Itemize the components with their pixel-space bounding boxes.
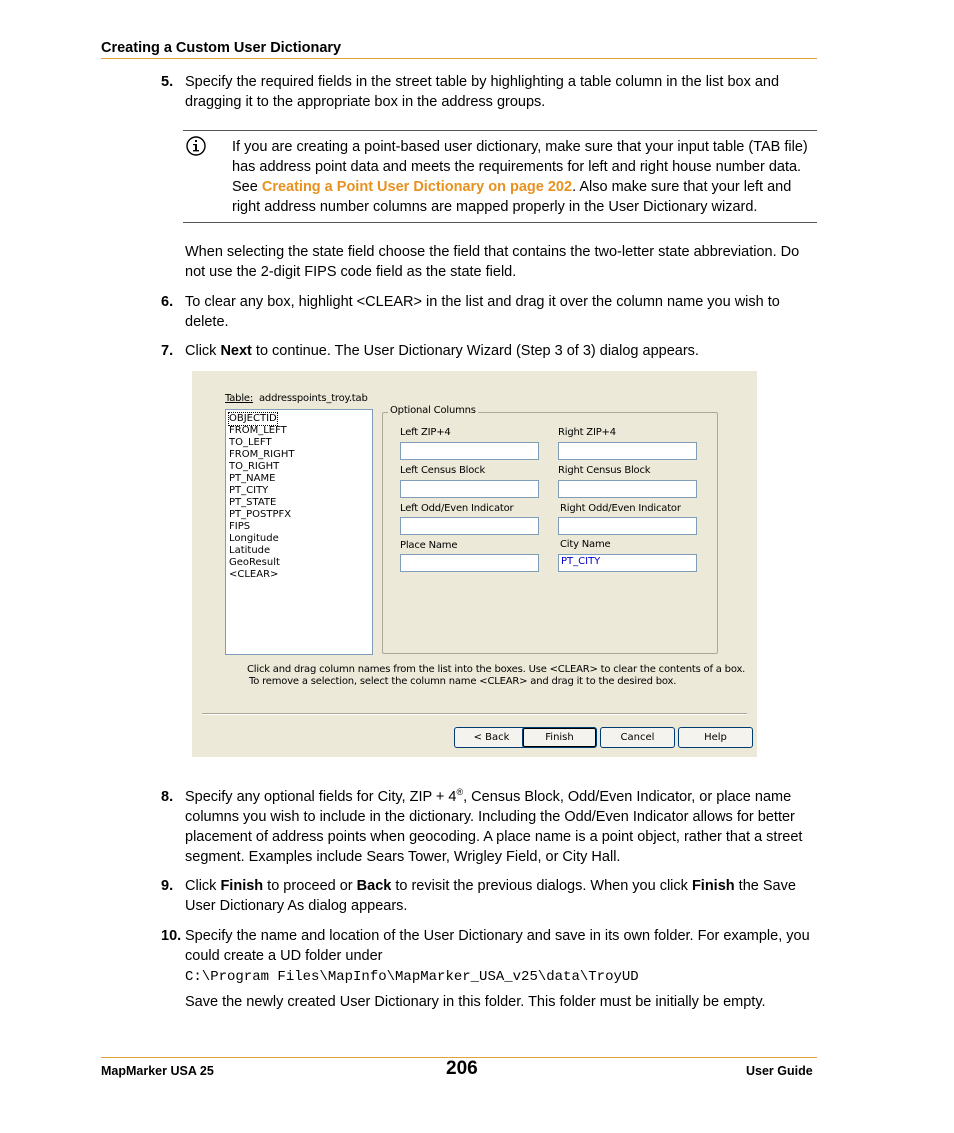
note-text-post: . Also make sure that your left and right address number columns are mapped properly in the User Dictionary wizard. [232,179,792,215]
column-list-box[interactable] [225,409,373,655]
step-9-a: Click [185,878,221,894]
list-item[interactable]: Latitude [229,545,271,556]
city-name-field[interactable] [558,554,697,572]
info-circle-icon [186,136,206,156]
table-label [225,393,368,404]
note-text [232,137,817,217]
list-item[interactable]: FIPS [229,521,251,532]
step-10-number: 10. [161,928,182,944]
table-label-prefix: Table: [225,393,254,404]
right-odd-even-label: Right Odd/Even Indicator [560,503,681,514]
list-item[interactable]: PT_STATE [229,497,277,508]
list-item[interactable]: FROM_RIGHT [229,449,295,460]
cancel-button[interactable]: Cancel [600,727,675,748]
step-6-number: 6. [161,294,174,310]
step-9-back-label: Back [356,878,392,894]
finish-button[interactable]: Finish [522,727,597,748]
list-item[interactable]: PT_NAME [229,473,276,484]
note-text-pre: If you are creating a point-based user dictionary, make sure that your input table (TAB file) has address point data and meets the requirements for left and right house number data. See [232,139,808,195]
step-8-post: , Census Block, Odd/Even Indicator, or place name columns you wish to include in the dictionary. Including the Odd/Even Indicator allows for better placement of address points when geocoding. A place name is a point object, rather that a street segment. Examples include Sears Tower, Wrigley Field, or City Hall. [185,789,803,865]
step-9-e: the Save User Dictionary As dialog appears. [185,878,796,914]
step-5-text: Specify the required fields in the street table by highlighting a table column in the list box and dragging it to the appropriate box in the address groups. [185,74,780,110]
help-button[interactable]: Help [678,727,753,748]
table-label-name: addresspoints_troy.tab [259,393,368,404]
note-box [183,130,817,223]
left-census-block-field[interactable] [400,480,539,498]
list-item[interactable]: PT_POSTPFX [229,509,292,520]
running-header: Creating a Custom User Dictionary [101,40,342,56]
step-9-c: to proceed or [263,878,357,894]
left-odd-even-label: Left Odd/Even Indicator [400,503,514,514]
right-census-block-label: Right Census Block [558,465,651,476]
instructions-line-2: To remove a selection, select the column name <CLEAR> and drag it to the desired box. [249,676,677,687]
right-census-block-field[interactable] [558,480,697,498]
header-rule [101,58,817,59]
step-8-pre: Specify any optional fields for City, ZIP + 4 [185,789,457,805]
note-cross-reference-link[interactable]: Creating a Point User Dictionary on page 202 [261,179,573,195]
list-item[interactable]: OBJECTID [229,413,277,424]
city-name-label: City Name [560,539,611,550]
step-9-number: 9. [161,878,174,894]
city-name-value: PT_CITY [561,556,601,567]
user-dictionary-wizard-dialog [192,371,757,757]
state-field-paragraph: When selecting the state field choose the field that contains the two-letter state abbreviation. Do not use the 2-digit FIPS code field as the state field. [185,244,800,280]
step-7-text [185,341,817,361]
step-8-text [185,787,817,867]
step-7-pre: Click [185,343,221,359]
step-9-d: to revisit the previous dialogs. When you click [391,878,692,894]
footer-product: MapMarker USA 25 [101,1064,214,1078]
right-odd-even-field[interactable] [558,517,697,535]
step-9-finish-label-2: Finish [691,878,735,894]
place-name-field[interactable] [400,554,539,572]
list-item[interactable]: TO_LEFT [229,437,272,448]
list-item[interactable]: PT_CITY [229,485,269,496]
step-8-number: 8. [161,789,174,805]
list-item[interactable]: TO_RIGHT [229,461,280,472]
step-10-text: Specify the name and location of the User Dictionary and save in its own folder. For example, you could create a UD folder under [185,928,810,964]
step-9-finish-label: Finish [220,878,264,894]
step-7-post: to continue. The User Dictionary Wizard (Step 3 of 3) dialog appears. [251,343,699,359]
step-7-number: 7. [161,343,174,359]
left-odd-even-field[interactable] [400,517,539,535]
right-zip4-field[interactable] [558,442,697,460]
step-6-text: To clear any box, highlight <CLEAR> in the list and drag it over the column name you wish to delete. [185,294,780,330]
step-5-number: 5. [161,74,174,90]
step-9-text [185,876,817,916]
back-button[interactable]: < Back [454,727,529,748]
left-zip4-field[interactable] [400,442,539,460]
folder-path: C:\Program Files\MapInfo\MapMarker_USA_v25\data\TroyUD [185,969,639,985]
list-item[interactable]: FROM_LEFT [229,425,287,436]
registered-mark: ® [456,787,464,798]
page-number: 206 [446,1058,478,1079]
list-item[interactable]: <CLEAR> [229,569,279,580]
instructions-line-1: Click and drag column names from the list into the boxes. Use <CLEAR> to clear the contents of a box. [247,664,746,675]
step-7-next-label: Next [220,343,252,359]
optional-columns-title: Optional Columns [390,405,476,416]
left-zip4-label: Left ZIP+4 [400,427,451,438]
footer-guide: User Guide [746,1064,813,1078]
right-zip4-label: Right ZIP+4 [558,427,616,438]
step-10-after: Save the newly created User Dictionary in this folder. This folder must be initially be empty. [185,994,766,1010]
place-name-label: Place Name [400,540,458,551]
list-item[interactable]: GeoResult [229,557,280,568]
left-census-block-label: Left Census Block [400,465,486,476]
dialog-separator [202,713,747,715]
list-item[interactable]: Longitude [229,533,279,544]
